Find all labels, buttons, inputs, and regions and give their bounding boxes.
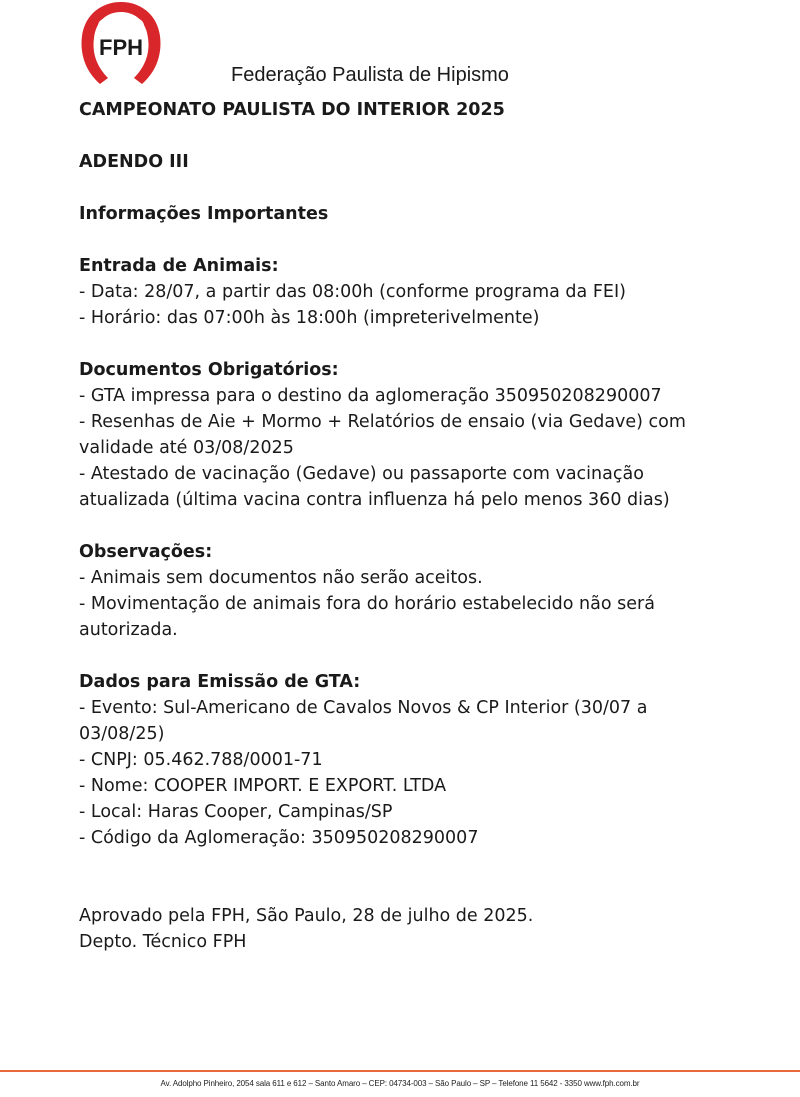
section-heading-entrada: Entrada de Animais:	[79, 256, 279, 276]
gta-line: - Nome: COOPER IMPORT. E EXPORT. LTDA	[79, 776, 447, 796]
gta-line: - Evento: Sul-Americano de Cavalos Novos & CP Interior (30/07 a 03/08/25)	[79, 698, 648, 744]
addendum-label: ADENDO III	[79, 152, 189, 172]
document-subtitle: Informações Importantes	[79, 204, 329, 224]
section-heading-observacoes: Observações:	[79, 542, 213, 562]
approval-line: Aprovado pela FPH, São Paulo, 28 de julho de 2025.	[79, 906, 534, 926]
organization-name: Federação Paulista de Hipismo	[231, 64, 509, 86]
observacoes-line: - Animais sem documentos não serão aceitos.	[79, 568, 483, 588]
entrada-line: - Data: 28/07, a partir das 08:00h (conforme programa da FEI)	[79, 282, 626, 302]
footer-rule	[0, 1070, 800, 1072]
documentos-line: - Atestado de vacinação (Gedave) ou passaporte com vacinação atualizada (última vacina contra influenza há pelo menos 360 dias)	[79, 464, 670, 510]
gta-line: - Local: Haras Cooper, Campinas/SP	[79, 802, 393, 822]
section-heading-gta: Dados para Emissão de GTA:	[79, 672, 361, 692]
gta-line: - CNPJ: 05.462.788/0001-71	[79, 750, 323, 770]
documentos-line: - GTA impressa para o destino da aglomeração 350950208290007	[79, 386, 662, 406]
document-title: CAMPEONATO PAULISTA DO INTERIOR 2025	[79, 100, 505, 120]
documentos-line: - Resenhas de Aie + Mormo + Relatórios de ensaio (via Gedave) com validade até 03/08/2025	[79, 412, 686, 458]
section-heading-documentos: Documentos Obrigatórios:	[79, 360, 339, 380]
footer-address: Av. Adolpho Pinheiro, 2054 sala 611 e 612 – Santo Amaro – CEP: 04734-003 – São Paulo – SP – Telefone 11 5642 - 3350 www.fph.com.br	[160, 1079, 640, 1088]
fph-logo	[80, 0, 162, 88]
observacoes-line: - Movimentação de animais fora do horário estabelecido não será autorizada.	[79, 594, 655, 640]
entrada-line: - Horário: das 07:00h às 18:00h (impreterivelmente)	[79, 308, 540, 328]
department-line: Depto. Técnico FPH	[79, 932, 247, 952]
logo-text: FPH	[99, 35, 143, 60]
gta-line: - Código da Aglomeração: 350950208290007	[79, 828, 479, 848]
document-body	[79, 97, 729, 955]
